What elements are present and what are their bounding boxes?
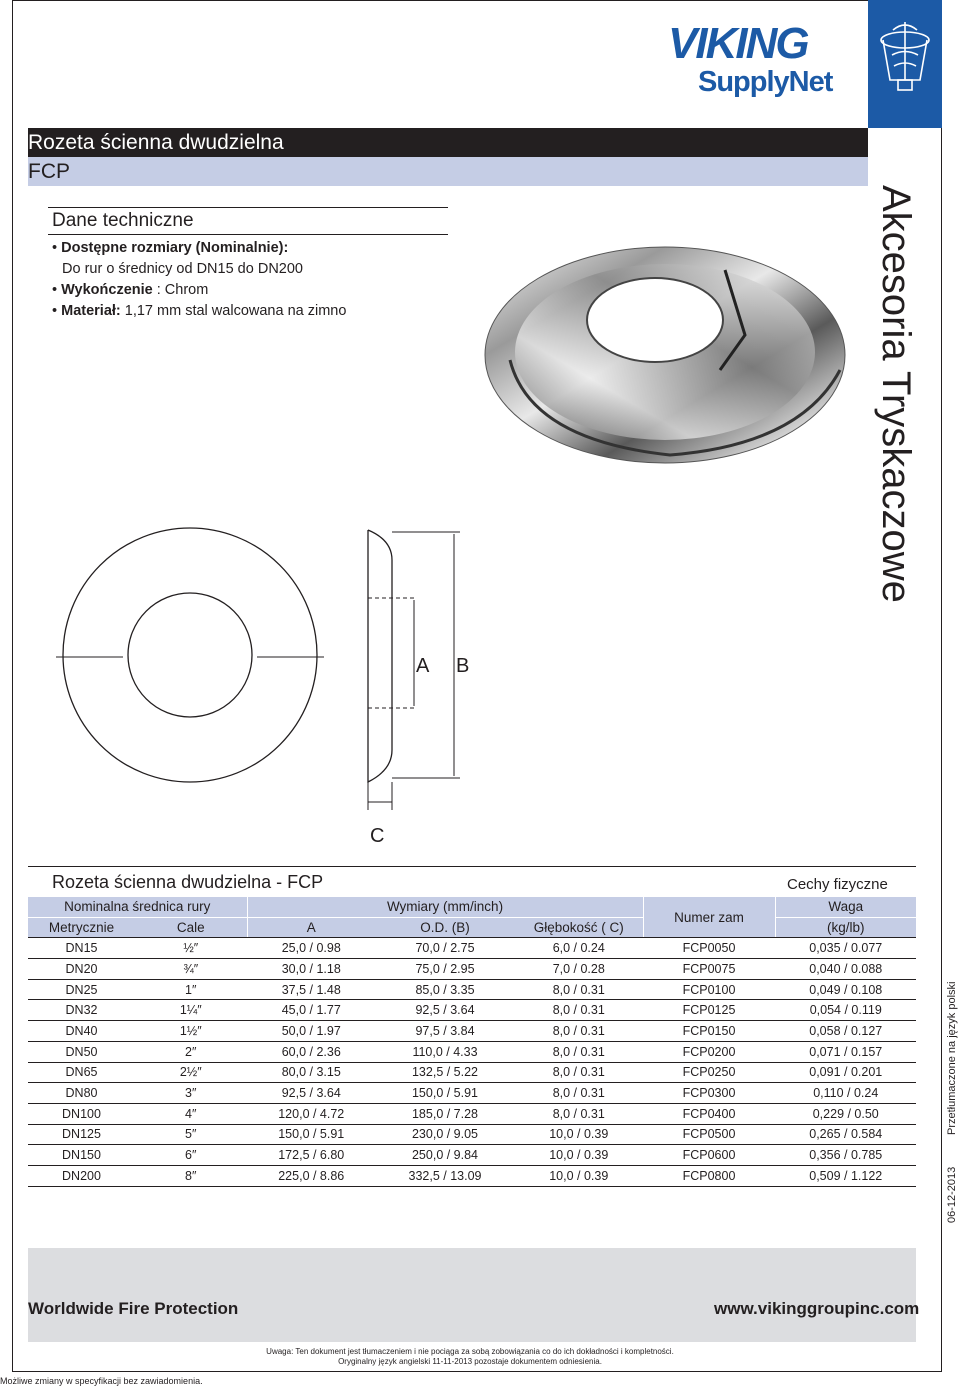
dim-label-a: A <box>416 655 430 677</box>
table-row <box>28 1145 916 1166</box>
technical-drawing <box>40 520 520 850</box>
table-row <box>28 1103 916 1124</box>
table-cell: 8″ <box>135 1165 247 1186</box>
header-part: Numer zam <box>643 897 775 938</box>
header-dims: Wymiary (mm/inch) <box>247 897 643 918</box>
divider <box>48 234 448 235</box>
table-cell: DN80 <box>28 1083 135 1104</box>
header-metric: Metrycznie <box>28 917 135 938</box>
spec-item: • Materiał: 1,17 mm stal walcowana na zimno <box>52 303 347 319</box>
table-cell: 97,5 / 3.84 <box>375 1021 515 1042</box>
table-cell: 70,0 / 2.75 <box>375 938 515 959</box>
table-row <box>28 1041 916 1062</box>
table-cell: FCP0125 <box>643 1000 775 1021</box>
table-cell: FCP0800 <box>643 1165 775 1186</box>
changes-note: Możliwe zmiany w specyfikacji bez zawiadomienia. <box>0 1376 203 1386</box>
table-cell: 225,0 / 8.86 <box>247 1165 375 1186</box>
table-row <box>28 1124 916 1145</box>
dim-label-b: B <box>456 655 470 677</box>
table-cell: 8,0 / 0.31 <box>515 1041 643 1062</box>
table-row <box>28 1165 916 1186</box>
table-cell: 5″ <box>135 1124 247 1145</box>
table-cell: 2½″ <box>135 1062 247 1083</box>
header-weight-unit: (kg/lb) <box>775 917 916 938</box>
page-subtitle: FCP <box>28 157 868 186</box>
table-cell: DN50 <box>28 1041 135 1062</box>
table-cell: 0,356 / 0.785 <box>775 1145 916 1166</box>
table-cell: 6,0 / 0.24 <box>515 938 643 959</box>
table-cell: 332,5 / 13.09 <box>375 1165 515 1186</box>
table-cell: 0,035 / 0.077 <box>775 938 916 959</box>
table-cell: 8,0 / 0.31 <box>515 1083 643 1104</box>
disclaimer-line: Uwaga: Ten dokument jest tłumaczeniem i nie pociąga za sobą zobowiązania co do ich dokładności i kompletności. <box>266 1347 674 1356</box>
table-cell: FCP0400 <box>643 1103 775 1124</box>
table-cell: 92,5 / 3.64 <box>247 1083 375 1104</box>
table-cell: 0,091 / 0.201 <box>775 1062 916 1083</box>
specs-table <box>28 896 916 1187</box>
footer-disclaimer <box>230 1347 710 1367</box>
header-depth: Głębokość ( C) <box>515 917 643 938</box>
table-cell: 50,0 / 1.97 <box>247 1021 375 1042</box>
table-cell: 8,0 / 0.31 <box>515 1062 643 1083</box>
table-cell: 185,0 / 7.28 <box>375 1103 515 1124</box>
table-row <box>28 1021 916 1042</box>
header-od: O.D. (B) <box>375 917 515 938</box>
table-cell: 1¼″ <box>135 1000 247 1021</box>
table-cell: 1″ <box>135 979 247 1000</box>
table-cell: DN25 <box>28 979 135 1000</box>
table-row <box>28 1062 916 1083</box>
table-cell: 3″ <box>135 1083 247 1104</box>
header-a: A <box>247 917 375 938</box>
table-row <box>28 1083 916 1104</box>
table-cell: 60,0 / 2.36 <box>247 1041 375 1062</box>
table-cell: 0,509 / 1.122 <box>775 1165 916 1186</box>
table-right-title: Cechy fizyczne <box>787 876 888 893</box>
table-cell: FCP0050 <box>643 938 775 959</box>
table-cell: 230,0 / 9.05 <box>375 1124 515 1145</box>
footer-url[interactable]: www.vikinggroupinc.com <box>714 1299 920 1318</box>
table-cell: 10,0 / 0.39 <box>515 1124 643 1145</box>
logo-word-supplynet: SupplyNet <box>698 66 833 98</box>
table-row <box>28 938 916 959</box>
table-cell: 0,054 / 0.119 <box>775 1000 916 1021</box>
vertical-section-title: Akcesoria Tryskaczowe <box>874 185 918 603</box>
table-cell: DN100 <box>28 1103 135 1124</box>
table-cell: FCP0150 <box>643 1021 775 1042</box>
table-cell: FCP0250 <box>643 1062 775 1083</box>
table-cell: 30,0 / 1.18 <box>247 959 375 980</box>
table-cell: 8,0 / 0.31 <box>515 1000 643 1021</box>
table-row <box>28 959 916 980</box>
table-cell: 132,5 / 5.22 <box>375 1062 515 1083</box>
table-cell: 0,229 / 0.50 <box>775 1103 916 1124</box>
table-row <box>28 1000 916 1021</box>
table-cell: 85,0 / 3.35 <box>375 979 515 1000</box>
spec-item: • Dostępne rozmiary (Nominalnie): <box>52 240 289 256</box>
table-cell: 8,0 / 0.31 <box>515 979 643 1000</box>
dim-label-c: C <box>370 825 385 847</box>
table-cell: 0,071 / 0.157 <box>775 1041 916 1062</box>
table-cell: 0,110 / 0.24 <box>775 1083 916 1104</box>
table-cell: FCP0600 <box>643 1145 775 1166</box>
table-cell: 150,0 / 5.91 <box>375 1083 515 1104</box>
table-cell: 7,0 / 0.28 <box>515 959 643 980</box>
side-notes <box>942 981 960 1225</box>
table-cell: 4″ <box>135 1103 247 1124</box>
table-cell: DN15 <box>28 938 135 959</box>
header-nominal: Nominalna średnica rury <box>28 897 247 918</box>
table-cell: FCP0075 <box>643 959 775 980</box>
table-cell: FCP0500 <box>643 1124 775 1145</box>
table-cell: 172,5 / 6.80 <box>247 1145 375 1166</box>
table-cell: DN32 <box>28 1000 135 1021</box>
table-cell: 120,0 / 4.72 <box>247 1103 375 1124</box>
sprinkler-icon <box>868 0 942 128</box>
table-cell: DN200 <box>28 1165 135 1186</box>
table-cell: DN125 <box>28 1124 135 1145</box>
viking-logo <box>668 19 838 102</box>
tech-heading: Dane techniczne <box>52 210 194 231</box>
table-cell: 75,0 / 2.95 <box>375 959 515 980</box>
table-cell: ½″ <box>135 938 247 959</box>
product-photo <box>470 240 855 465</box>
divider <box>28 866 916 867</box>
translation-note: Przetłumaczone na język polski <box>946 981 958 1135</box>
disclaimer-line: Oryginalny język angielski 11-11-2013 pozostaje dokumentem odniesienia. <box>338 1357 602 1366</box>
brand-strip <box>868 0 942 128</box>
table-cell: ¾″ <box>135 959 247 980</box>
divider <box>48 207 448 208</box>
table-cell: 250,0 / 9.84 <box>375 1145 515 1166</box>
footer-panel <box>28 1248 916 1342</box>
table-cell: DN40 <box>28 1021 135 1042</box>
spec-item: • Wykończenie : Chrom <box>52 282 209 298</box>
header-inch: Cale <box>135 917 247 938</box>
date-note: 06-12-2013 <box>946 1166 958 1223</box>
spec-item: Do rur o średnicy od DN15 do DN200 <box>62 261 303 277</box>
table-cell: 45,0 / 1.77 <box>247 1000 375 1021</box>
table-cell: 10,0 / 0.39 <box>515 1145 643 1166</box>
table-cell: DN65 <box>28 1062 135 1083</box>
table-cell: 1½″ <box>135 1021 247 1042</box>
table-cell: DN20 <box>28 959 135 980</box>
table-cell: 110,0 / 4.33 <box>375 1041 515 1062</box>
table-cell: 8,0 / 0.31 <box>515 1021 643 1042</box>
logo-word-viking: VIKING <box>668 19 808 68</box>
table-cell: FCP0200 <box>643 1041 775 1062</box>
table-cell: 6″ <box>135 1145 247 1166</box>
page-title: Rozeta ścienna dwudzielna <box>28 128 868 157</box>
table-cell: DN150 <box>28 1145 135 1166</box>
table-cell: 2″ <box>135 1041 247 1062</box>
table-title: Rozeta ścienna dwudzielna - FCP <box>52 872 324 892</box>
table-cell: 80,0 / 3.15 <box>247 1062 375 1083</box>
table-cell: 37,5 / 1.48 <box>247 979 375 1000</box>
table-cell: 10,0 / 0.39 <box>515 1165 643 1186</box>
table-cell: 8,0 / 0.31 <box>515 1103 643 1124</box>
table-cell: 92,5 / 3.64 <box>375 1000 515 1021</box>
header-weight: Waga <box>775 897 916 918</box>
table-cell: FCP0300 <box>643 1083 775 1104</box>
table-cell: 0,049 / 0.108 <box>775 979 916 1000</box>
table-cell: 0,040 / 0.088 <box>775 959 916 980</box>
table-cell: 25,0 / 0.98 <box>247 938 375 959</box>
footer-tagline: Worldwide Fire Protection <box>28 1299 239 1318</box>
table-cell: 0,058 / 0.127 <box>775 1021 916 1042</box>
table-cell: 150,0 / 5.91 <box>247 1124 375 1145</box>
table-cell: 0,265 / 0.584 <box>775 1124 916 1145</box>
table-row <box>28 979 916 1000</box>
table-cell: FCP0100 <box>643 979 775 1000</box>
